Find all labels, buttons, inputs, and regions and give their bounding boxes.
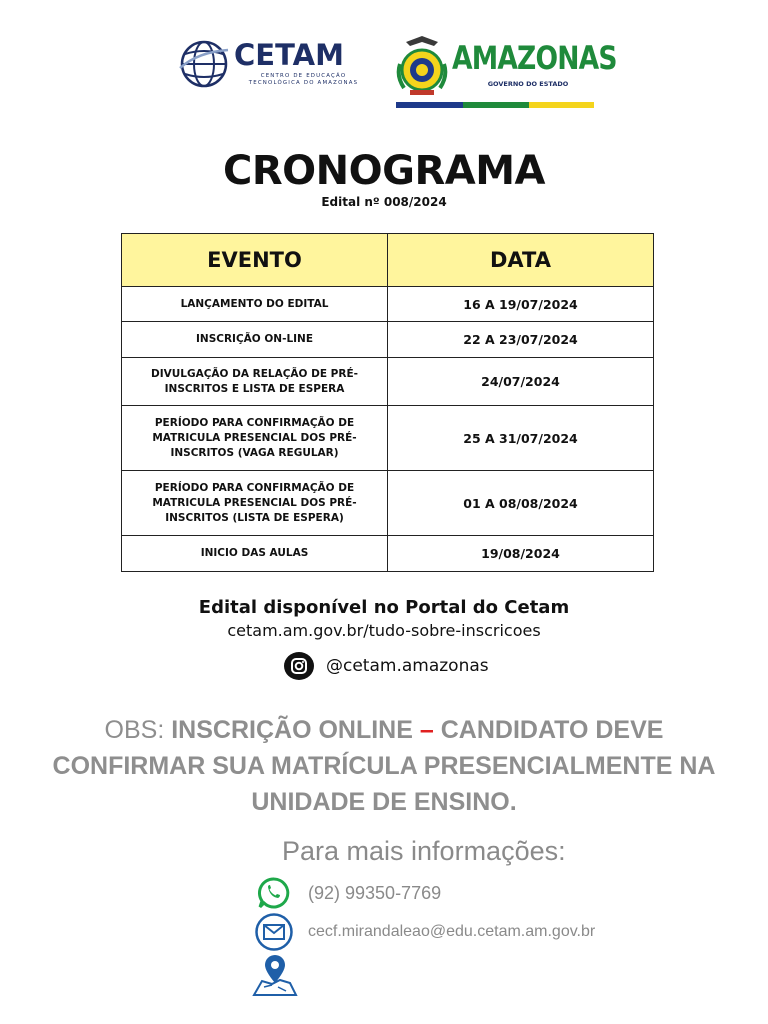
date-cell: 19/08/2024 bbox=[388, 536, 654, 572]
obs-part2: CANDIDATO DEVE CONFIRMAR SUA MATRÍCULA PRESENCIALMENTE NA UNIDADE DE ENSINO. bbox=[52, 716, 716, 816]
event-cell: PERÍODO PARA CONFIRMAÇÃO DE MATRICULA PRESENCIAL DOS PRÉ-INSCRITOS (LISTA DE ESPERA) bbox=[122, 471, 388, 536]
email-contact[interactable] bbox=[254, 912, 595, 952]
header-date: DATA bbox=[388, 234, 654, 287]
date-cell: 01 A 08/08/2024 bbox=[388, 471, 654, 536]
event-cell: INICIO DAS AULAS bbox=[122, 536, 388, 572]
state-seal-icon bbox=[394, 34, 450, 98]
event-cell: LANÇAMENTO DO EDITAL bbox=[122, 287, 388, 322]
email-icon bbox=[254, 912, 294, 952]
email-address: cecf.mirandaleao@edu.cetam.am.gov.br bbox=[308, 923, 596, 940]
amazonas-subtitle: GOVERNO DO ESTADO bbox=[487, 80, 569, 88]
info-title: Para mais informações: bbox=[282, 836, 566, 866]
instagram-contact[interactable] bbox=[284, 652, 489, 680]
location-contact[interactable] bbox=[252, 953, 298, 997]
date-cell: 25 A 31/07/2024 bbox=[388, 406, 654, 471]
event-cell: PERÍODO PARA CONFIRMAÇÃO DE MATRICULA PRESENCIAL DOS PRÉ-INSCRITOS (VAGA REGULAR) bbox=[122, 406, 388, 471]
cetam-logo bbox=[178, 38, 373, 90]
obs-note bbox=[40, 712, 728, 820]
amazonas-logo bbox=[394, 34, 617, 112]
event-cell: INSCRIÇÃO ON-LINE bbox=[122, 322, 388, 358]
portal-url[interactable]: cetam.am.gov.br/tudo-sobre-inscricoes bbox=[227, 621, 541, 640]
obs-dash: – bbox=[419, 716, 434, 744]
table-row bbox=[122, 406, 654, 471]
portal-title: Edital disponível no Portal do Cetam bbox=[198, 597, 570, 618]
schedule-table bbox=[121, 233, 654, 572]
table-header-row bbox=[122, 234, 654, 287]
globe-icon bbox=[178, 38, 230, 90]
page-subtitle: Edital nº 008/2024 bbox=[321, 195, 447, 209]
table-row bbox=[122, 287, 654, 322]
cetam-name: CETAM bbox=[234, 38, 344, 72]
obs-label: OBS: bbox=[104, 716, 165, 744]
page-title: CRONOGRAMA bbox=[223, 148, 545, 194]
location-map-icon bbox=[252, 953, 298, 997]
table-row bbox=[122, 471, 654, 536]
table-row bbox=[122, 536, 654, 572]
event-cell: DIVULGAÇÃO DA RELAÇÃO DE PRÉ-INSCRITOS E LISTA DE ESPERA bbox=[122, 358, 388, 406]
cetam-subtitle: CENTRO DE EDUCAÇÃO TECNOLÓGICA DO AMAZONAS bbox=[248, 73, 359, 86]
table-row bbox=[122, 322, 654, 358]
phone-contact[interactable] bbox=[256, 876, 441, 910]
date-cell: 24/07/2024 bbox=[388, 358, 654, 406]
amazonas-name: AMAZONAS bbox=[452, 39, 617, 77]
flag-color-bar bbox=[396, 102, 594, 108]
instagram-icon bbox=[284, 652, 314, 680]
table-row bbox=[122, 358, 654, 406]
whatsapp-icon bbox=[256, 876, 292, 910]
date-cell: 22 A 23/07/2024 bbox=[388, 322, 654, 358]
header-event: EVENTO bbox=[122, 234, 388, 287]
date-cell: 16 A 19/07/2024 bbox=[388, 287, 654, 322]
obs-part1: INSCRIÇÃO ONLINE bbox=[171, 716, 413, 744]
instagram-handle: @cetam.amazonas bbox=[326, 656, 489, 676]
phone-number: (92) 99350-7769 bbox=[308, 882, 442, 903]
